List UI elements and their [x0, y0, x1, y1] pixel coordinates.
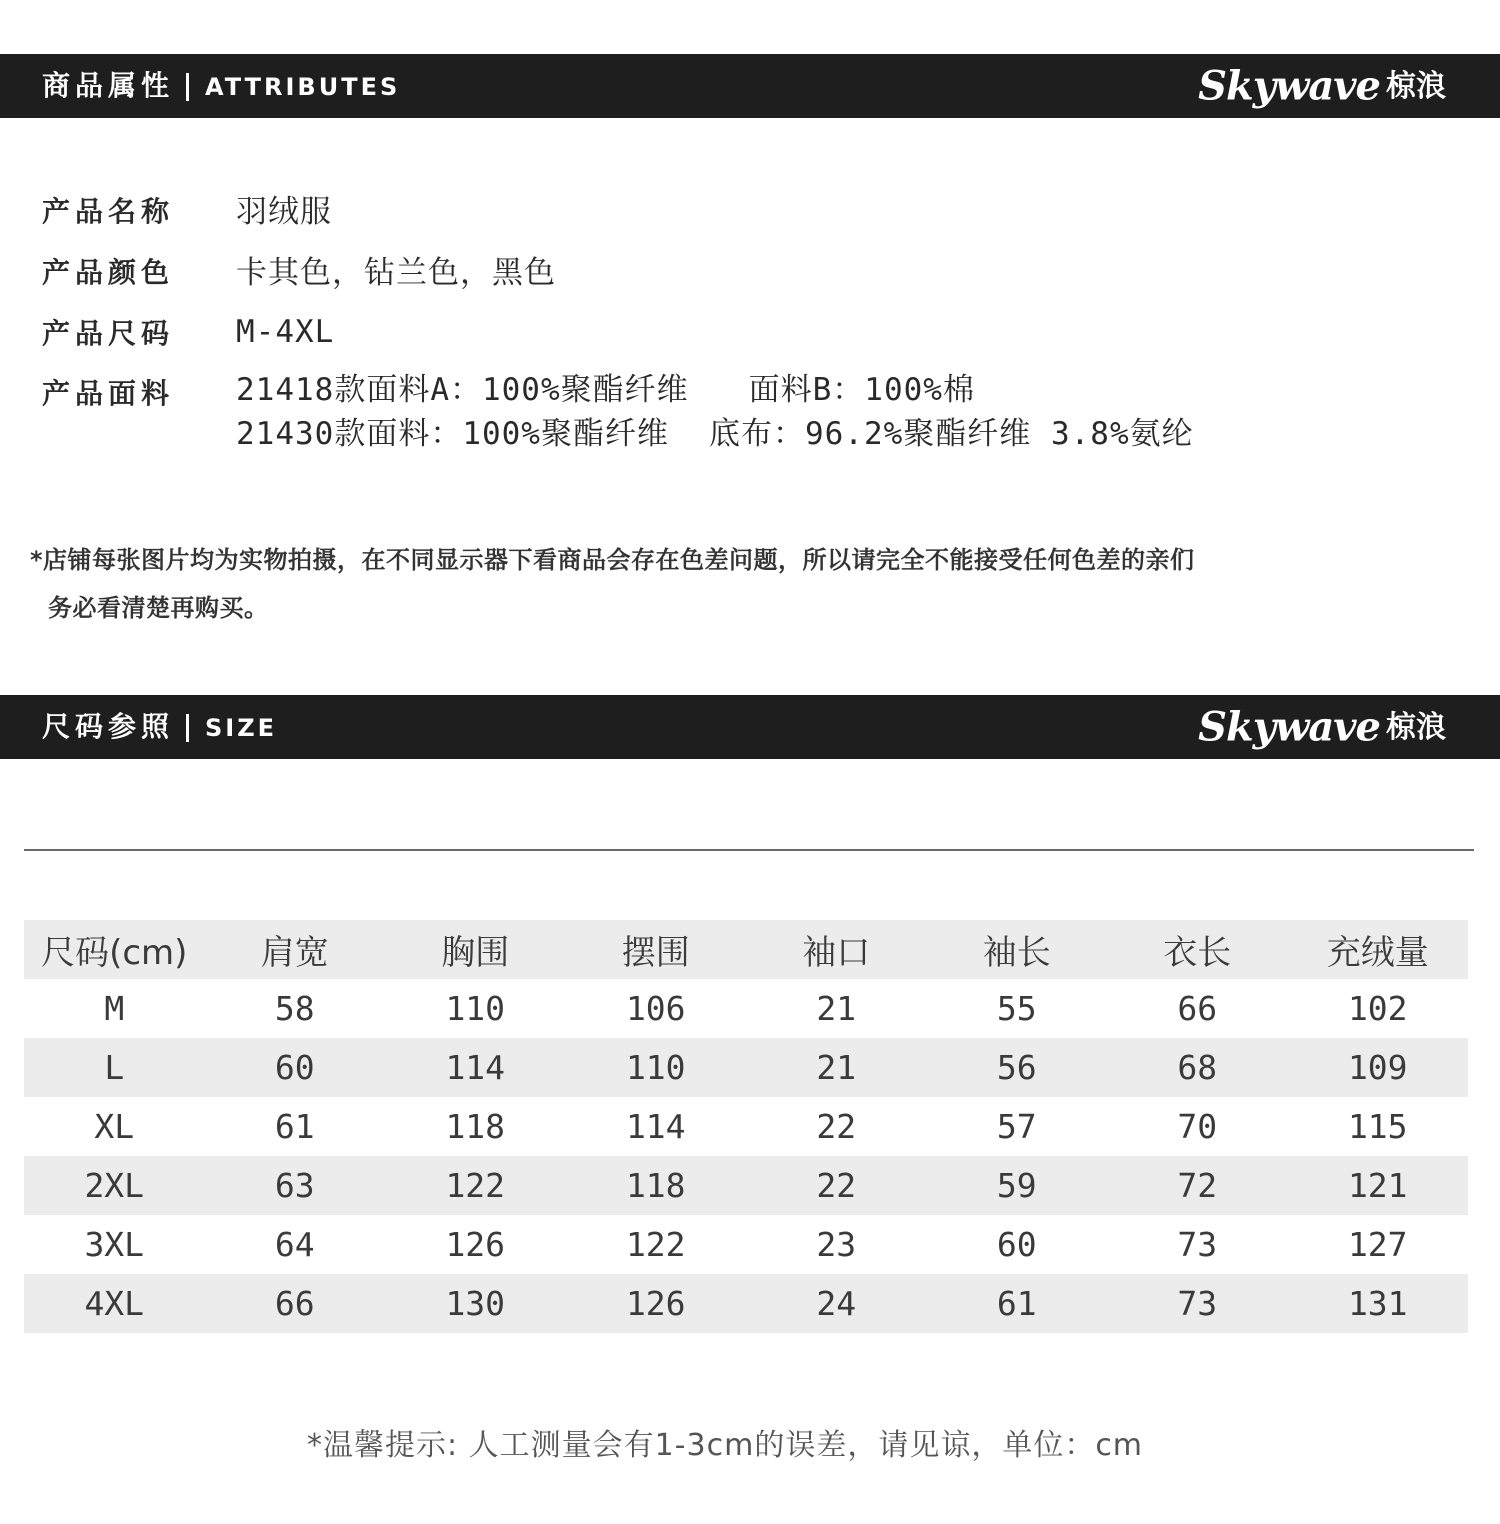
table-cell: 102	[1347, 989, 1408, 1028]
attribute-value: M-4XL	[236, 314, 335, 350]
table-cell: 21	[746, 1038, 927, 1097]
table-cell: 63	[205, 1156, 386, 1215]
table-cell: 106	[625, 989, 686, 1028]
table-row	[24, 1274, 1468, 1333]
column-header: 摆围	[566, 920, 747, 979]
table-cell: 118	[445, 1107, 506, 1146]
fabric-line-2-a: 21430款面料：100%聚酯纤维	[236, 416, 669, 452]
column-header: 衣长	[1107, 920, 1288, 979]
table-cell: 68	[1107, 1038, 1288, 1097]
table-cell: XL	[94, 1107, 135, 1146]
brand-name-cn: 椋浪	[1386, 709, 1446, 745]
table-cell: 60	[996, 1225, 1037, 1264]
attribute-label: 产品名称	[42, 195, 175, 228]
table-cell: 22	[746, 1156, 927, 1215]
table-cell: 130	[385, 1274, 566, 1333]
table-cell: 110	[445, 989, 506, 1028]
fabric-line-1-b: 面料B：100%棉	[748, 372, 975, 408]
attributes-title	[42, 54, 400, 118]
table-cell: 66	[1177, 989, 1218, 1028]
table-cell: 61	[927, 1274, 1108, 1333]
table-cell: 58	[274, 989, 315, 1028]
table-row	[24, 979, 1468, 1038]
table-cell: 118	[566, 1156, 747, 1215]
table-cell: 72	[1107, 1156, 1288, 1215]
size-table	[24, 920, 1468, 1333]
brand-name-en: Skywave	[1198, 62, 1380, 110]
column-header: 袖长	[927, 920, 1108, 979]
table-cell: 73	[1107, 1274, 1288, 1333]
table-row	[24, 1156, 1468, 1215]
title-divider	[186, 714, 189, 742]
table-row	[24, 1097, 1468, 1156]
table-cell: 56	[927, 1038, 1108, 1097]
table-cell: L	[24, 1038, 205, 1097]
table-cell: 126	[445, 1225, 506, 1264]
notice-line-2: 务必看清楚再购买。	[48, 594, 269, 622]
column-header: 肩宽	[205, 920, 386, 979]
table-cell: M	[104, 989, 125, 1028]
attribute-label: 产品面料	[42, 377, 175, 410]
table-cell: 22	[816, 1107, 857, 1146]
table-cell: 127	[1347, 1225, 1408, 1264]
table-cell: 59	[927, 1156, 1108, 1215]
fabric-line-1-a: 21418款面料A：100%聚酯纤维	[236, 372, 689, 408]
table-cell: 57	[996, 1107, 1037, 1146]
table-cell: 122	[625, 1225, 686, 1264]
attribute-label: 产品尺码	[42, 317, 175, 350]
table-cell: 60	[205, 1038, 386, 1097]
table-cell: 114	[625, 1107, 686, 1146]
fabric-line-2-b: 底布：96.2%聚酯纤维 3.8%氨纶	[708, 416, 1194, 452]
table-cell: 21	[816, 989, 857, 1028]
brand-logo	[1198, 54, 1446, 118]
table-cell: 109	[1288, 1038, 1469, 1097]
table-cell: 121	[1288, 1156, 1469, 1215]
table-cell: 66	[205, 1274, 386, 1333]
column-header: 尺码(cm)	[24, 920, 205, 979]
table-row	[24, 1215, 1468, 1274]
table-cell: 131	[1288, 1274, 1469, 1333]
brand-name-en: Skywave	[1198, 703, 1380, 751]
table-cell: 114	[385, 1038, 566, 1097]
table-cell: 110	[566, 1038, 747, 1097]
attribute-label: 产品颜色	[42, 256, 175, 289]
attributes-title-cn: 商品属性	[42, 69, 175, 102]
attributes-title-en: ATTRIBUTES	[205, 73, 401, 101]
table-cell: 70	[1177, 1107, 1218, 1146]
size-header-bar	[0, 695, 1500, 759]
table-cell: 4XL	[24, 1274, 205, 1333]
color-difference-notice	[30, 536, 1410, 632]
brand-logo	[1198, 695, 1446, 759]
table-cell: 23	[816, 1225, 857, 1264]
attributes-header-bar	[0, 54, 1500, 118]
table-cell: 64	[274, 1225, 315, 1264]
size-table-header-row	[24, 920, 1468, 979]
table-cell: 115	[1347, 1107, 1408, 1146]
table-cell: 73	[1177, 1225, 1218, 1264]
fabric-line-1	[236, 368, 1194, 412]
table-cell: 122	[385, 1156, 566, 1215]
size-title	[42, 695, 277, 759]
attribute-value-fabric	[236, 368, 1194, 456]
title-divider	[186, 73, 189, 101]
table-row	[24, 1038, 1468, 1097]
column-header: 袖口	[746, 920, 927, 979]
column-header: 充绒量	[1288, 920, 1469, 979]
table-cell: 2XL	[24, 1156, 205, 1215]
column-header: 胸围	[385, 920, 566, 979]
table-cell: 3XL	[84, 1225, 145, 1264]
measurement-footnote: *温馨提示: 人工测量会有1-3cm的误差，请见谅，单位：cm	[306, 1428, 1144, 1463]
attribute-value: 羽绒服	[236, 194, 332, 230]
size-title-cn: 尺码参照	[42, 710, 175, 743]
size-title-en: SIZE	[205, 714, 278, 742]
fabric-line-2	[236, 412, 1194, 456]
table-cell: 55	[996, 989, 1037, 1028]
brand-name-cn: 椋浪	[1386, 68, 1446, 104]
table-cell: 126	[566, 1274, 747, 1333]
table-cell: 61	[274, 1107, 315, 1146]
notice-line-1: *店铺每张图片均为实物拍摄，在不同显示器下看商品会存在色差问题，所以请完全不能接受任何色差的亲们	[30, 546, 1195, 574]
attribute-value: 卡其色，钻兰色，黑色	[236, 255, 556, 291]
section-divider	[24, 849, 1474, 851]
table-cell: 24	[746, 1274, 927, 1333]
